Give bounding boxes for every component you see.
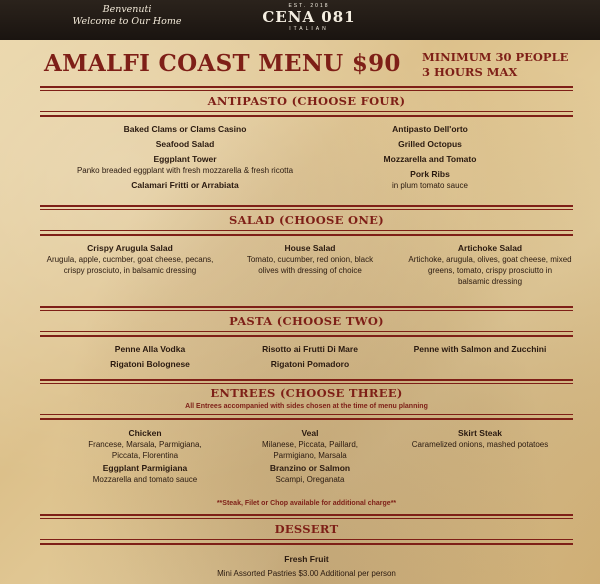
pasta-col-3 [390,344,570,355]
list-item-desc: Mini Assorted Pastries $3.00 Additional per person [217,569,396,578]
list-item: Penne with Salmon and Zucchini [413,344,547,354]
list-item: Skirt Steak [458,428,502,438]
list-item: Fresh Fruit [284,554,329,564]
divider [40,379,573,381]
antipasto-right [330,124,530,191]
charge-note: **Steak, Filet or Chop available for additional charge** [216,500,397,507]
brand-est: EST. 2018 [288,3,330,9]
list-item-desc: greens, tomato, crispy prosciutto in [427,266,553,275]
list-item: Baked Clams or Clams Casino [123,124,247,134]
salad-item [395,243,585,287]
dessert-items [140,554,473,579]
entrees-heading: ENTREES (CHOOSE THREE) [210,386,403,400]
list-item: Penne Alla Vodka [114,344,186,354]
divider [40,115,573,117]
list-item: Risotto ai Frutti Di Mare [262,344,358,354]
list-item-desc: Caramelized onions, mashed potatoes [411,440,549,449]
divider [40,518,573,519]
list-item: Crispy Arugula Salad [87,243,173,253]
list-item: Grilled Octopus [398,139,462,149]
salad-heading: SALAD (CHOOSE ONE) [229,213,384,227]
divider [40,90,573,91]
divider [40,414,573,415]
salad-item [230,243,390,276]
welcome-line-1: Benvenuti [102,4,152,15]
divider [40,306,573,308]
list-item: Pork Ribs [410,169,450,179]
list-item: Eggplant Tower [153,154,217,164]
brand-logo [244,3,374,32]
list-item-desc: Parmigiano, Marsala [273,451,347,460]
divider [40,205,573,207]
list-item: Rigatoni Bolognese [110,359,190,369]
list-item-desc: Francese, Marsala, Parmigiana, [88,440,202,449]
list-item: Eggplant Parmigiana [102,463,188,473]
antipasto-heading: ANTIPASTO (CHOOSE FOUR) [207,94,406,108]
list-item: Branzino or Salmon [269,463,351,473]
antipasto-left [60,124,310,191]
pasta-col-2 [230,344,390,370]
salad-item [30,243,230,276]
list-item-desc: Panko breaded eggplant with fresh mozzarella & fresh ricotta [76,166,294,175]
divider [40,335,573,337]
divider [40,310,573,311]
list-item-desc: Scampi, Oreganata [275,475,345,484]
dessert-heading: DESSERT [274,522,339,536]
list-item: Seafood Salad [155,139,215,149]
divider [40,331,573,332]
list-item-desc: Mozzarella and tomato sauce [92,475,198,484]
list-item-desc: Arugula, apple, cucmber, goat cheese, pecans, [46,255,214,264]
entree-col-3 [385,428,575,450]
divider [40,86,573,88]
list-item: Antipasto Dell'orto [392,124,468,134]
pasta-col-1 [70,344,230,370]
welcome-text [62,4,192,28]
brand-name: CENA 081 [262,8,356,26]
list-item: Calamari Fritti or Arrabiata [131,180,239,190]
list-item-desc: Piccata, Florentina [111,451,179,460]
divider [40,230,573,231]
list-item-desc: crispy prosciuto, in balsamic dressing [63,266,197,275]
divider [40,383,573,384]
list-item: Rigatoni Pomadoro [270,359,350,369]
menu-conditions [422,50,568,80]
list-item: Artichoke Salad [457,243,523,253]
divider [40,514,573,516]
condition-hours: 3 HOURS MAX [422,65,518,79]
divider [40,539,573,540]
divider [40,418,573,420]
list-item: Chicken [128,428,162,438]
header-bar [0,0,600,40]
entree-col-2 [230,428,390,485]
condition-min-people: MINIMUM 30 PEOPLE [422,50,569,64]
list-item-desc: balsamic dressing [457,277,523,286]
list-item: Mozzarella and Tomato [383,154,477,164]
divider [40,209,573,210]
list-item: Veal [301,428,319,438]
divider [40,234,573,236]
list-item: House Salad [284,243,336,253]
pasta-heading: PASTA (CHOOSE TWO) [229,314,384,328]
list-item-desc: Milanese, Piccata, Paillard, [261,440,359,449]
divider [40,543,573,545]
welcome-line-2: Welcome to Our Home [72,16,182,27]
divider [40,111,573,112]
entree-col-1 [65,428,225,485]
entrees-note: All Entrees accompanied with sides chosen at the time of menu planning [185,403,428,410]
menu-title: AMALFI COAST MENU $90 [44,50,401,77]
list-item-desc: Tomato, cucumber, red onion, black [246,255,374,264]
list-item-desc: Artichoke, arugula, olives, goat cheese, mixed [408,255,572,264]
list-item-desc: in plum tomato sauce [391,181,469,190]
list-item-desc: olives with dressing of choice [258,266,362,275]
brand-sub: ITALIAN [289,26,329,32]
